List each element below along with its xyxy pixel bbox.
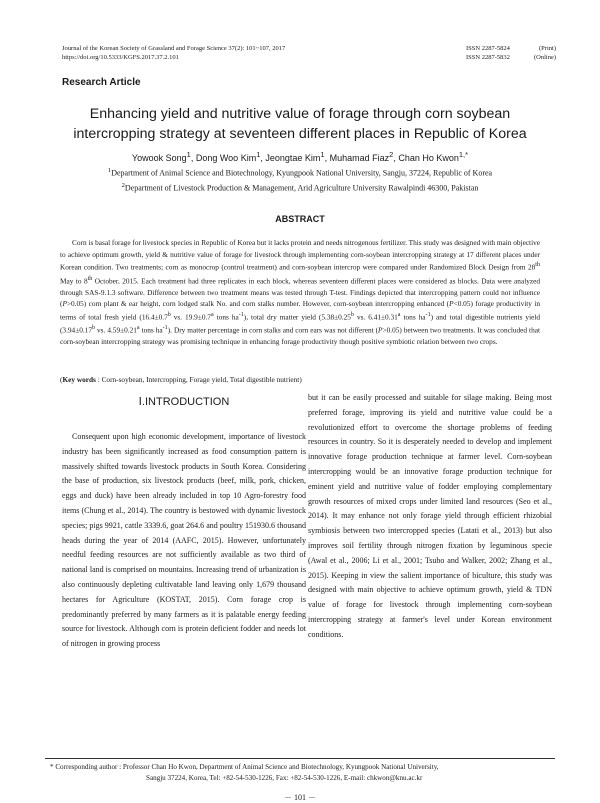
abstract-text: Corn is basal forage for livestock species in Republic of Korea but it lacks protein and needs nitrogenous fertilizer. This study was designed with main objective to achieve optimum growth, yield & nutritive value of forage for livestock through implementing corn-soybean intercropping strategy at 17 different places under Korean condition. Two treatments; corn as monocrop (control treatment) and corn-soybean intercrop were compared under Randomized Block Design from 28 [60, 238, 540, 272]
footnote-line-2: Sangju 37224, Korea, Tel: +82-54-530-1226, Fax: +82-54-530-1226, E-mail: chkwon@knu.ac.kr [146, 773, 423, 782]
author-affiliation-mark: 1 [320, 150, 325, 159]
footnote-line-1: * Corresponding author : Professor Chan Ho Kwon, Department of Animal Science and Biotechnology, Kyungpook National University, [50, 763, 439, 771]
italic-p: P [378, 325, 383, 335]
author-name: Dong Woo Kim [195, 153, 257, 163]
issn-online-number: ISSN 2287-5832 [466, 54, 510, 61]
author-affiliation-mark: 1,* [458, 150, 469, 159]
superscript: -1 [238, 312, 244, 319]
affiliation-mark: 1 [107, 167, 112, 174]
superscript: b [350, 312, 354, 319]
abstract-heading: ABSTRACT [275, 214, 325, 224]
issn-print-type: (Print) [539, 45, 556, 52]
abstract-text: <0.05) forage productivity in terms of total fresh yield (16.4±0.7 [60, 299, 540, 322]
doi-link[interactable]: https://doi.org/10.5333/KGFS.2017.37.2.101 [62, 54, 179, 61]
superscript: -1 [425, 312, 431, 319]
issn-online [466, 53, 556, 62]
abstract-text: vs. 6.41±0.31 [353, 312, 398, 322]
author-name: Chan Ho Kwon [398, 153, 459, 163]
author-name: Yowook Song [131, 153, 187, 163]
abstract-text: tons ha [400, 312, 426, 322]
superscript: b [91, 325, 96, 332]
abstract-text: >0.05) between two treatments. It was concluded that corn-soybean intercropping strategy was promising technique in enhancing forage productivity though positive symbiotic relation between two crops. [60, 325, 540, 347]
keywords-list: : Corn-soybean, Intercropping, Forage yield, Total digestible nutrient) [97, 375, 302, 384]
superscript: a [397, 312, 401, 319]
keywords-label: Key words [62, 375, 96, 384]
body-paragraph: Consequent upon high economic development, importance of livestock industry has been significantly increased as food consumption pattern is massively shifted towards livestock products in South Korea. Considering the base of production, six livestock products (beef, milk, pork, chicken, eggs and duck) have been already included in top 10 Agro-forestry food items (Chung et al., 2014). The country is bestowed with dynamic livestock species; pigs 9921, cattle 3339.6, goat 264.6 and poultry 151930.6 thousand heads during the year of 2014 (AAFC, 2015). However, unfortunately needful feeding resources are not sufficiently available as two third of national land is comprised on mountains. Increasing trend of urbanization is also continuously depleting cultivatable land leaving only 1,679 thousand hectares for Agriculture (KOSTAT, 2015). Corn forage crop is predominantly preferred by many farmers as it is palatable energy feeding source for livestock. Although corn is protein deficient fodder and needs lot of nitrogen in growing process [62, 432, 306, 649]
affiliation-mark: 2 [121, 182, 125, 189]
journal-citation: Journal of the Korean Society of Grassland and Forage Science 37(2): 101~107, 2017 [62, 45, 286, 52]
affiliation-2 [40, 180, 560, 194]
abstract-text: May to 8 [60, 275, 88, 285]
title-line-1: Enhancing yield and nutritive value of forage through corn soybean [89, 106, 511, 122]
abstract-text: ), total dry matter yield (5.38±0.25 [243, 312, 351, 322]
abstract-text: ). Dry matter percentage in corn stalks and corn ears was not different ( [167, 325, 379, 335]
superscript: th [87, 275, 93, 282]
body-paragraph: but it can be easily processed and suitable for silage making. Being most preferred forage, improving its yield and nutritive value could be a revolutionized effort to overcome the shortage problems of feeding resources in country. So it is desperately needed to develop and implement innovative forage production technique at farmer level. Corn-soybean intercropping would be an innovative forage production technique for eminent yield and nutritive value of fodder employing complementary growth resources of mixed crops under limited land resources (Seo et al., 2014). It may enhance not only forage yield through efficient rhizobial symbiosis between two intercropped species (Latati et al., 2013) but also improves soil fertility through nitrogen fixation by leguminous specie (Awal et al., 2006; Li et al., 2001; Tsubo and Walker, 2002; Zhang et al., 2015). Keeping in view the salient importance of biculture, this study was designed with main objective to achieve optimum growth, yield & TDN value of forage for livestock through implementing corn-soybean intercropping strategy at farmer's level under Korean environment conditions. [308, 393, 552, 639]
affiliation-text: Department of Livestock Production & Management, Arid Agriculture University Rawalpindi 46300, Pakistan [124, 183, 479, 193]
author-list: Yowook Song$^1$, Dong Woo Kim$^1$, Jeongtae Kim$^1$, Muhamad Fiaz$^2$, Chan Ho Kwon$^{1,*}$ [131, 150, 469, 163]
corresponding-author-footnote [50, 762, 550, 783]
footnote-divider [45, 758, 555, 759]
body-column-left [62, 430, 306, 652]
author-name: Jeongtae Kim [265, 153, 321, 163]
abstract-body [60, 237, 540, 348]
superscript: a [136, 325, 140, 332]
affiliation-text: Department of Animal Science and Biotechnology, Kyungpook National University, Sangju, 37224, Republic of Korea [111, 168, 493, 178]
abstract-text: vs. 4.59±0.21 [95, 325, 137, 335]
article-type: Research Article [62, 77, 141, 88]
section-heading-introduction: Ⅰ.INTRODUCTION [138, 396, 230, 408]
italic-p: P [449, 299, 454, 309]
author-affiliation-mark: 1 [256, 150, 261, 159]
page-number: － 101 － [284, 793, 316, 802]
title-line-2: intercropping strategy at seventeen different places in Republic of Korea [73, 126, 527, 142]
superscript: -1 [162, 325, 168, 332]
issn-print-number: ISSN 2287-5824 [466, 45, 510, 52]
paper-title [40, 104, 560, 144]
keywords: (Key words : Corn-soybean, Intercropping, Forage yield, Total digestible nutrient) [60, 375, 302, 384]
issn-online-type: (Online) [533, 54, 556, 61]
superscript: a [210, 312, 214, 319]
superscript: th [535, 262, 540, 269]
author-affiliation-mark: 2 [389, 150, 394, 159]
issn-print [466, 44, 556, 53]
abstract-text: tons ha [213, 312, 239, 322]
italic-p: P [62, 299, 67, 309]
author-affiliation-mark: 1 [186, 150, 191, 159]
abstract-text: tons ha [139, 325, 163, 335]
abstract-text: vs. 19.9±0.7 [170, 312, 211, 322]
body-column-right [308, 391, 552, 643]
affiliation-1 [40, 165, 560, 179]
superscript: b [167, 312, 171, 319]
abstract-text: ) and total digestible nutrients yield (3.94±0.17 [60, 312, 541, 335]
abstract-text: October, 2015. Each treatment had three replicates in each block, whereas seventeen different places were considered as blocks. Data were analyzed through SAS-9.1.3 software. Difference between two treatment means was tested through T-test. Findings depicted that intercropping pattern could not influence ( [60, 275, 540, 309]
abstract-paragraph [60, 237, 540, 348]
author-name: Muhamad Fiaz [329, 153, 390, 163]
abstract-text: >0.05) corn plant & ear height, corn lodged stalk No. and corn stalks number. However, corn-soybean intercropping enhanced ( [66, 299, 450, 309]
